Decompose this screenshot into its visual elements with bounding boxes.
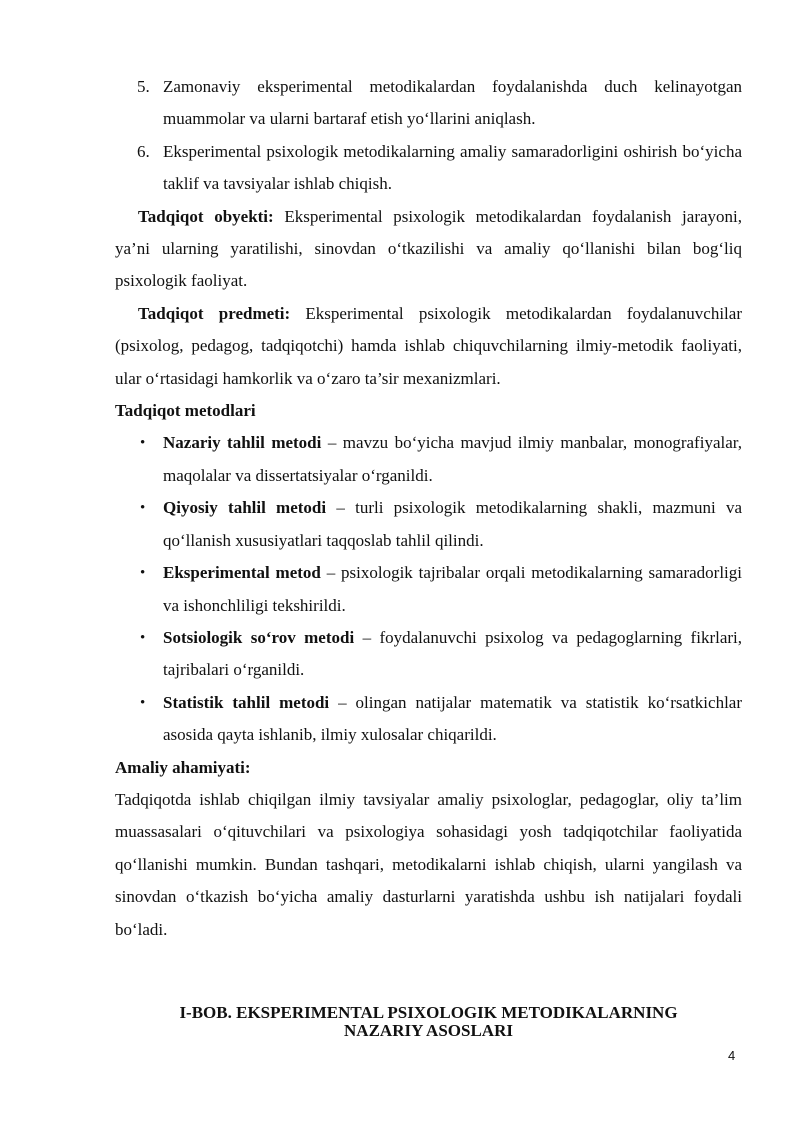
research-object-label: Tadqiqot obyekti: <box>138 206 274 226</box>
list-item <box>115 687 742 752</box>
method-term: Eksperimental metod <box>163 563 321 583</box>
numbered-list <box>115 71 742 201</box>
method-term: Qiyosiy tahlil metodi <box>163 498 327 518</box>
list-item <box>115 71 742 136</box>
page-content <box>115 71 742 946</box>
method-description: – foydalanuvchi psixolog va pedagoglarning fikrlari, tajribalari o‘rganildi. <box>163 627 743 680</box>
list-item <box>115 427 742 492</box>
research-object-paragraph <box>115 201 742 298</box>
chapter-title-line: I-BOB. EKSPERIMENTAL PSIXOLOGIK METODIKALARNING <box>179 1003 678 1022</box>
method-description: – turli psixologik metodikalarning shakli, mazmuni va qo‘llanish xususiyatlari taqqoslab tahlil qilindi. <box>163 498 742 550</box>
research-subject-label: Tadqiqot predmeti: <box>138 303 291 323</box>
chapter-title <box>115 1004 742 1040</box>
significance-paragraph: Tadqiqotda ishlab chiqilgan ilmiy tavsiyalar amaliy psixologlar, pedagoglar, oliy ta’lim muassasalari o‘qituvchilari va psixologiya sohasidagi yosh tadqiqotchilar faoliyatida qo‘llanishi mumkin. Bundan tashqari, metodikalarni ishlab chiqish, ularni yangilash va sinovdan o‘tkazish bo‘yicha amaliy dasturlarni yaratishda ushbu ish natijalari foydali bo‘ladi. <box>115 789 742 939</box>
bullet-icon: • <box>140 629 146 646</box>
list-item-text: Zamonaviy eksperimental metodikalardan foydalanishda duch kelinayotgan muammolar va ularni bartaraf etish yo‘llarini aniqlash. <box>163 77 742 129</box>
method-description: – mavzu bo‘yicha mavjud ilmiy manbalar, monografiyalar, maqolalar va dissertatsiyalar o‘rganildi. <box>163 433 742 485</box>
bullet-icon: • <box>140 435 146 452</box>
significance-heading: Amaliy ahamiyati: <box>115 757 251 777</box>
chapter-title-line: NAZARIY ASOSLARI <box>344 1021 513 1040</box>
research-subject-text: Eksperimental psixologik metodikalardan foydalanuvchilar (psixolog, pedagog, tadqiqotchi) hamda ishlab chiquvchilarning ilmiy-metodik faoliyati, ular o‘rtasidagi hamkorlik va o‘zaro ta’sir mexanizmlari. <box>115 303 742 388</box>
methods-heading: Tadqiqot metodlari <box>115 401 256 421</box>
list-marker: 5. <box>137 77 150 96</box>
bullet-icon: • <box>140 565 146 582</box>
bullet-icon: • <box>140 500 146 517</box>
method-description: – psixologik tajribalar orqali metodikalarning samaradorligi va ishonchliligi tekshirildi. <box>163 563 742 615</box>
bullet-icon: • <box>140 694 146 711</box>
method-description: – olingan natijalar matematik va statistik ko‘rsatkichlar asosida qayta ishlanib, ilmiy xulosalar chiqarildi. <box>163 692 742 745</box>
research-object-text: Eksperimental psixologik metodikalardan foydalanish jarayoni, ya’ni ularning yaratilishi, sinovdan o‘tkazilishi va amaliy qo‘llanishi bilan bog‘liq psixologik faoliyat. <box>115 206 742 291</box>
list-marker: 6. <box>137 141 150 161</box>
research-subject-paragraph <box>115 298 742 395</box>
method-term: Sotsiologik so‘rov metodi <box>163 627 355 647</box>
list-item-text: Eksperimental psixologik metodikalarning amaliy samaradorligini oshirish bo‘yicha taklif va tavsiyalar ishlab chiqish. <box>163 141 742 194</box>
page-number: 4 <box>728 1048 736 1063</box>
method-term: Nazariy tahlil metodi <box>163 433 322 453</box>
list-item <box>115 136 742 201</box>
list-item <box>115 622 742 687</box>
list-item <box>115 492 742 557</box>
methods-list <box>115 427 742 751</box>
method-term: Statistik tahlil metodi <box>163 692 330 712</box>
list-item <box>115 557 742 622</box>
